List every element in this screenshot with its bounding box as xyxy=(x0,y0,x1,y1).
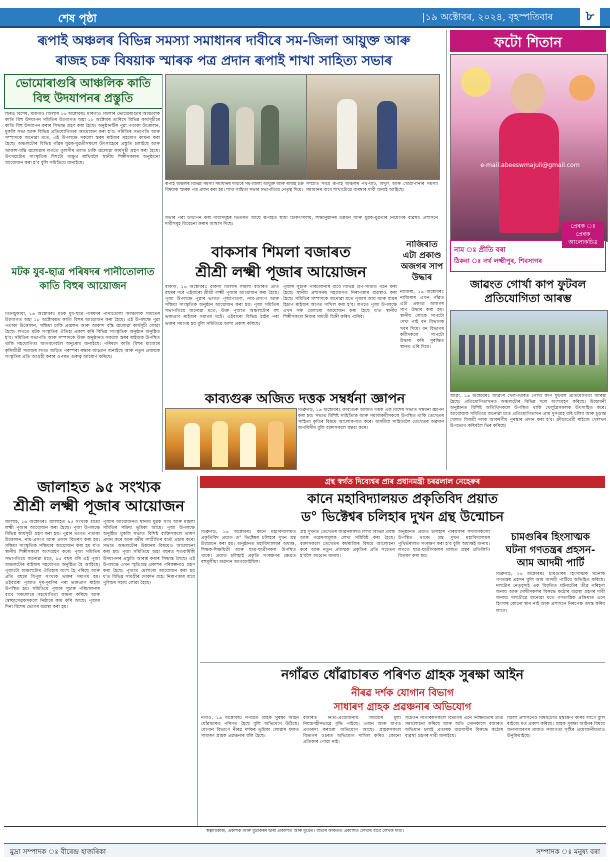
book-body-col3: অনুষ্ঠানত প্ৰয়াত চলিহাৰ পৰিয়ালৰ সদস্যসকলো উপস্থিত থাকে। গ্ৰন্থ দুখন মহাবিদ্যালয়ৰ পুথিভঁৰালত সংৰক্ষণ কৰা হ'ব বুলি অধ্যক্ষই জনায়। লগতে ছাত্ৰ-ছাত্ৰীসকলৰ মাজত গ্ৰন্থৰ প্ৰতিলিপি বিতৰণ কৰা হয়। xyxy=(398,530,490,560)
baksa-body-col2: পূজাৰ সুচাৰু পৰিচালনাৰ বাবে বিভিন্ন উপ-সমিতি গঠন কৰা হৈছে। স্থানীয় প্ৰশাসনৰ সহযোগত নিৰাপত্তাৰ ব্যৱস্থাও কৰা হৈছে। সমিতিৰ সম্পাদকে জনোৱা মতে পূজাৰ আয় আৰু ব্যয়ৰ হিচাপ ৰাইজৰ আগত দাখিল কৰা হ'ব। লগতে পূজা উপলক্ষে এখন সৰু মেলাৰো আয়োজন কৰা হৈছে য'ত স্থানীয় শিল্পীসকলে নিজৰ সামগ্ৰী বিক্ৰী কৰিব পাৰিব। xyxy=(283,285,397,321)
baksa-body-col1: বাকসা, ১৬ অক্টোবৰঃ বাকসা জিলাৰ শিমলা বজাৰত প্ৰতি বছৰৰ দৰে এইবাৰো শ্ৰীশ্ৰী লক্ষ্মী পূজাৰ আয়োজন কৰা হৈছে। পূজা উপলক্ষে পুৱাৰ ভাগত পূজাপাতল, নাম-প্ৰসংগ আৰু সন্ধিয়া সাংস্কৃতিক অনুষ্ঠান আয়োজন কৰা হয়। পূজা সমিতিৰ সভাপতিয়ে জনোৱা মতে, উক্ত পূজাত অঞ্চলটোৰ বহু ভক্তপ্ৰাণ ৰাইজৰ সমাগম ঘটে। এইবাৰো বিভিন্ন ঠাইৰ পৰা ভক্তৰ সমাগম হয় বুলি সমিতিয়ে আশা প্ৰকাশ কৰিছে। xyxy=(165,285,279,327)
photo-note-label: প্ৰেৰক ঃ প্ৰেৰক আলোকচিত্ৰ xyxy=(562,222,604,248)
consumer-subhead-line1: নীৰৱ দৰ্শক যোগান বিভাগ xyxy=(351,688,454,699)
chamuguri-headline-1: চামগুৰিৰ হিংসাত্মক xyxy=(511,532,590,543)
kabyagurup-body: ডিব্ৰুগড়, ১৬ অক্টোবৰঃ কাব্যগুৰু অজিত দত্তক এক বিশেষ সভাত সম্বৰ্ধনা জ্ঞাপন কৰা হয়। সভাত বিশিষ্ট সাহিত্যিক আৰু সমাজকৰ্মীসকলে উপস্থিত থাকি তেখেতৰ সাহিত্য কৃতিৰ বিষয়ে আলোকপাত কৰে। অসমীয়া সাহিত্যলৈ তেখেতৰ অৱদান অপৰিসীম বুলি বক্তাসকলে মন্তব্য কৰে। xyxy=(298,408,444,432)
footer-right: সম্পাদক ঃ মনুষ্য বৰা xyxy=(536,848,600,856)
snake-body: নাজিৰা, ১৬ অক্টোবৰঃ নাজিৰাৰ এখন গাঁৱত এটা প্ৰকাণ্ড অজগৰ সাপ উদ্ধাৰ কৰা হয়। স্থানীয় লোকে সাপটো দেখা পাই বন বিভাগক খবৰ দিয়ে। বন বিভাগৰ কৰ্মীসকলে সাপটো উদ্ধাৰ কৰি সুৰক্ষিত স্থানত এৰি দিয়ে। xyxy=(400,290,444,350)
chamuguri-block xyxy=(496,530,605,660)
consumer-body-col1: নগাঁও, ১৬ অক্টোবৰঃ নগাঁৱত গ্ৰাহক সুৰক্ষা আইন ধোঁৱাচাৰত পৰিণত হৈছে বুলি অভিযোগ উঠিছে। যোগান বিভাগে নীৰৱ দৰ্শকৰ ভূমিকা লোৱাৰ ফলত সাধাৰণ গ্ৰাহক প্ৰৱঞ্চনাৰ বলি হৈছে। xyxy=(201,716,299,740)
photo-name-label: নাম ঃ প্ৰীতি বৰা xyxy=(454,245,506,254)
divider-right xyxy=(446,30,447,470)
photo-credit-email: e-mail:abeeswmajuli@gmail.com xyxy=(480,162,580,169)
book-body-col2: গ্ৰন্থ দুখনত তেখেতৰ জীৱনকালত লিখা বিভিন্ন প্ৰবন্ধ আৰু গৱেষণামূলক লেখা সন্নিবিষ্ট কৰা হৈছে। বক্তাসকলে তেখেতৰ কৰ্মৰাজিৰ বিষয়ে আলোচনা কৰে আৰু নতুন প্ৰজন্মক প্ৰকৃতিৰ প্ৰতি সচেতন হ'বলৈ আহ্বান জনায়। xyxy=(300,530,395,560)
moduk-body: তিনিচুকীয়া, ১৬ অক্টোবৰঃ মটক যুব-ছাত্ৰ পৰিষদৰ পানীতোলা আঞ্চলিক সমিতিৰ উদ্যোগত অহা ১৮ অক্টোবৰত কাতি বিহুৰ আয়োজন কৰা হৈছে। এই উপলক্ষে পুৱা পতাকা উত্তোলন, সন্ধিয়া চাকি প্ৰজ্বলন আৰু আকাশ বন্তি জ্বলোৱা কাৰ্যসূচী লোৱা হৈছে। লগতে মটক সংস্কৃতিৰ ঐতিহ্য প্ৰকাশ কৰি বিভিন্ন সাংস্কৃতিক অনুষ্ঠান অনুষ্ঠিত হ'ব। সমিতিৰ সভাপতি আৰু সম্পাদকে উক্ত অনুষ্ঠানত সকলো স্তৰৰ ৰাইজক উপস্থিত থাকি সহযোগিতা আগবঢ়াবলৈ অনুৰোধ জনাইছে। পৰিষদে কাতি বিহুৰ মাজেৰে কৃষিজীৱী সমাজৰ লগত জড়িত পৰম্পৰা ৰক্ষাৰ আহ্বান জনাইছে আৰু নতুন প্ৰজন্মক সংস্কৃতিৰ প্ৰতি আগ্ৰহী কৰাৰ ওপৰত গুৰুত্ব আৰোপ কৰিছে। xyxy=(5,312,160,360)
jalah-body-col2: পূজাৰ আয়োজনত স্থানীয় যুৱক সংঘ আৰু মহিলা সমিতিৰ সক্ৰিয় ভূমিকা আছে। পূজা উপলক্ষে অনুষ্ঠিত মুকলি সভাত বিশিষ্ট ব্যক্তিসকলে ভাষণ প্ৰদান কৰে আৰু ধৰ্মীয় সম্প্ৰীতিৰ বাৰ্তা প্ৰচাৰ কৰে। সভাত অঞ্চলটোৰ উন্নয়নৰ বিষয়েও আলোচনা কৰা হয়। পূজা সমিতিয়ে অহা বছৰত শতবাৰ্ষিকী উদযাপনৰ প্ৰস্তুতি আৰম্ভ কৰাৰ সিদ্ধান্ত লৈছে। এই উপলক্ষে এখন স্মৃতিগ্ৰন্থ প্ৰকাশৰ পৰিকল্পনাও গ্ৰহণ কৰা হৈছে। পূজাত মেলাৰো আয়োজন কৰা হয় য'ত বিভিন্ন সামগ্ৰীৰ দোকান বহে। নিৰাপত্তাৰ বাবে পুলিচৰ সহায় লোৱা হৈছে। xyxy=(103,520,195,586)
lead-story-body-mid: সম্প্ৰতি সমগ্ৰ ৰূপাই অঞ্চলৰ পথ-ঘাট, বিদ্যুৎ আৰু খোৱাপানীৰ সমস্যা সমাধানৰ বাবে শাখাটোৱে বাৰম্বাৰ দাবী জনাই আহিছে। xyxy=(306,182,438,194)
divider-bottom-left xyxy=(197,476,198,826)
date-line: |১৯ অক্টোবৰ, ২০২৪, বৃহস্পতিবাৰ xyxy=(422,12,553,23)
consumer-body-col4: জিলা প্ৰশাসনেও বিষয়টোত হস্তক্ষেপ কৰিব লাগে বুলি ৰাইজে মত প্ৰকাশ কৰিছে। গ্ৰাহক সুৰক্ষা আইনৰ বিষয়ে জনসাধাৰণৰ মাজত সজাগতা সৃষ্টিৰ প্ৰয়োজনীয়তাও উনুকিয়াইছে। xyxy=(507,716,605,740)
divider-consumer xyxy=(200,662,605,663)
football-photo xyxy=(450,310,608,392)
kabyagurup-headline: কাব্যগুৰু অজিত দত্তক সম্বৰ্ধনা জ্ঞাপন xyxy=(204,391,406,407)
consumer-headline: নগাঁৱত ধোঁৱাচাৰত পৰিণত গ্ৰাহক সুৰক্ষা আইন xyxy=(281,668,524,683)
kabyagurup-photo xyxy=(165,408,297,470)
lead-headline-line2: ৰাজহ চক্ৰ বিষয়াক স্মাৰক পত্ৰ প্ৰদান ৰূপাই শাখা সাহিত্য সভাৰ xyxy=(55,53,393,69)
photo-address-label: ঠিকনা ঃ নৰ্থ লক্ষ্মীপুৰ, শিবসাগৰ xyxy=(454,257,542,265)
footer-left: মুদ্ৰা সম্পাদক ঃ বীৰেন্দ্ৰ হাজৰিকা xyxy=(10,848,106,856)
photo-box-title: ফটো শিতান xyxy=(494,35,562,51)
memorandum-photo xyxy=(306,74,440,180)
book-headline-line2: ড° ভিক্টেশ্বৰ চলিহাৰ দুখন গ্ৰন্থ উন্মোচন xyxy=(301,510,504,525)
consumer-body-col3: সচেতন নাগৰিকসকলে বিভাগৰ এনে নিষ্ক্ৰিয়তাৰ তীব্ৰ সমালোচনা কৰিছে আৰু অতি সোনকালে বজাৰত অভিযান চলাই প্ৰতাৰক ব্যৱসায়ীৰ বিৰুদ্ধে কঠোৰ ব্যৱস্থা গ্ৰহণৰ দাবী জনাইছে। xyxy=(405,716,503,740)
jalah-headline-line1: জালাহত ৯৫ সংখ্যক xyxy=(37,478,161,496)
divider-left xyxy=(162,74,163,472)
consumer-body-col2: বজাৰত নিত্য-প্ৰয়োজনীয় সামগ্ৰীৰ মূল্য নিয়ন্ত্ৰণহীনভাৱে বৃদ্ধি পাইছে। ওজন আৰু মাপত প্ৰতাৰণা কৰাৰো অভিযোগ আছে। গ্ৰাহকসকলে বিভাগৰ ওচৰত অভিযোগ দাখিল কৰিও কোনো প্ৰতিকাৰ পোৱা নাই। xyxy=(303,716,401,746)
snake-headline: নাজিৰাত এটা প্ৰকাণ্ড অজগৰ সাপ উদ্ধাৰ xyxy=(400,240,444,283)
chamuguri-headline-2: ঘটনা গণতন্ত্ৰৰ প্ৰহসন- xyxy=(505,545,596,556)
chamuguri-body: ডিব্ৰুগড়, ১৬ অক্টোবৰঃ চামগুৰিৰ হিংসাত্মক ঘটনাক গণতন্ত্ৰৰ প্ৰহসন বুলি আম আদমী পাৰ্টিয়ে অভিহিত কৰিছে। দলটোৰ নেতৃবৃন্দই এক বিবৃতিত ঘটনাটোৰ তীব্ৰ গৰিহণা জনায় আৰু দোষীসকলৰ বিৰুদ্ধে কঠোৰ ব্যৱস্থা গ্ৰহণৰ দাবী জনায়। দলটোৱে জনোৱা মতে গণতান্ত্ৰিক প্ৰক্ৰিয়াত এনে হিংসাৰ কোনো স্থান নাই আৰু প্ৰশাসনে নিৰপেক্ষ তদন্ত কৰিব লাগে। xyxy=(496,572,605,614)
page-number: ৮ xyxy=(580,8,600,26)
lead-headline-line1: ৰূপাই অঞ্চলৰ বিভিন্ন সমস্যা সমাধানৰ দাবীৰে সম-জিলা আয়ুক্ত আৰু xyxy=(37,33,411,49)
footer-imprint: স্বত্বাধিকাৰী, প্ৰকাশক আৰু মুদ্ৰাকৰৰ দ্বাৰা প্ৰকাশিত আৰু মুদ্ৰিত। বাতৰি কাকতত প্ৰকাশিত লেখাৰ বাবে লেখক দায়ী। xyxy=(206,829,404,834)
baksa-headline-line1: বাকসাৰ শিমলা বজাৰত xyxy=(211,243,351,261)
baksa-headline-line2: শ্ৰীশ্ৰী লক্ষ্মী পূজাৰ আয়োজন xyxy=(195,263,367,281)
jalah-headline-line2: শ্ৰীশ্ৰী লক্ষ্মী পূজাৰ আয়োজন xyxy=(13,497,185,515)
consumer-subhead-line2: সাধাৰণ গ্ৰাহক প্ৰৱঞ্চনাৰ অভিযোগ xyxy=(333,702,472,713)
section-label: শেষ পৃষ্ঠা xyxy=(58,12,97,25)
lead-story-photo xyxy=(165,74,307,180)
jalah-body-col1: জালাহ, ১৬ অক্টোবৰঃ জালাহত ৯৫ সংখ্যক শ্ৰীশ্ৰী লক্ষ্মী পূজাৰ আয়োজন কৰা হৈছে। পূজা উপলক্ষে বিভিন্ন কাৰ্যসূচী গ্ৰহণ কৰা হয়। পুৱাৰ ভাগত পতাকা উত্তোলন, নাম-প্ৰসংগ আৰু প্ৰসাদ বিতৰণ কৰা হয়। সন্ধিয়া সাংস্কৃতিক সন্ধিয়াৰ আয়োজন কৰা হয় য'ত স্থানীয় শিল্পীসকলে অংশগ্ৰহণ কৰে। পূজা সমিতিৰ সভাপতিয়ে জনোৱা মতে, ৯৫ বছৰ ধৰি এই পূজা অঞ্চলটোৰ ৰাইজৰ সহযোগত অনুষ্ঠিত হৈ আহিছে। পূজাটো অঞ্চলটোৰ ঐতিহ্যৰ অংশ হৈ পৰিছে আৰু প্ৰতি বছৰে বিপুল সংখ্যক ভক্তৰ সমাগম হয়। এইবাৰো পূজাত দূৰ-দূৰণিৰ পৰা ভক্তপ্ৰাণ ৰাইজ উপস্থিত হয়। সমিতিয়ে পূজাৰ সুচাৰু পৰিচালনাৰ বাবে সকলোৰে সহযোগিতা কামনা কৰিছে আৰু স্বেচ্ছাসেৱকসকলে নিষ্ঠাৰে কাম কৰি আছে। পূজাৰ দিনা বিশেষ ভোগৰ ব্যৱস্থা কৰা হয়। xyxy=(5,520,100,611)
jaypong-body: জাৱং, ১৬ অক্টোবৰঃ জাৱংৰ খেলপথাৰত গোৰ্খা কাপ ফুটবল প্ৰতিযোগিতা আৰম্ভ হৈছে। প্ৰতিযোগিতাখনত অঞ্চলটোৰ বিভিন্ন দলে অংশগ্ৰহণ কৰিছে। উদ্বোধনী অনুষ্ঠানত বিশিষ্ট অতিথিসকলে উপস্থিত থাকি খেলুৱৈসকলক উৎসাহিত কৰে। আয়োজক সমিতিয়ে জনোৱা মতে প্ৰতিযোগিতাখন প্ৰায় দুসপ্তাহ ধৰি চলিব আৰু চূড়ান্ত খেলত বিজয়ী দলক আকৰ্ষণীয় পুৰস্কাৰ প্ৰদান কৰা হ'ব। ক্ৰীড়াপ্ৰেমী ৰাইজে খেলখন উপভোগ কৰিবলৈ ভিৰ কৰিছে। xyxy=(450,394,606,430)
featured-portrait-photo xyxy=(450,54,608,242)
header-bar xyxy=(0,8,610,28)
jaypong-headline: জাৱংত গোৰ্খা কাপ ফুটবল প্ৰতিযোগিতা আৰম্ভ xyxy=(470,278,586,305)
book-banner: গ্ৰন্থ স্বৰ্গত দিব্যেশ্বৰ প্ৰাৰ প্ৰধানমন্ত্ৰী চৰৱলাল নেহেৰুৰ xyxy=(324,477,481,486)
lead-story-caption: ৰূপাই অঞ্চলৰ বিভিন্ন সমস্যা সমাধানৰ দাবীৰে সম-জিলা আয়ুক্ত আৰু ৰাজহ চক্ৰ বিষয়াক স্মাৰক পত্ৰ প্ৰদান কৰা হয়। শাখা সাহিত্য সভাৰ সভাপতিয়ে নেতৃত্ব দিয়ে। xyxy=(165,182,304,193)
moduk-headline: মটক যুব-ছাত্ৰ পৰিষদৰ পানীতোলাত কাতি বিহুৰ আয়োজন xyxy=(11,267,155,292)
chamuguri-headline-3: আম আদমী পাৰ্টি xyxy=(516,558,585,569)
book-body-col1: ডিব্ৰুগড়, ১৬ অক্টোবৰঃ কানে মহাবিদ্যালয়ত প্ৰকৃতিবিদ প্ৰয়াত ড° ভিক্টেশ্বৰ চলিহাৰ দুখন গ্ৰন্থ উন্মোচন কৰা হয়। অনুষ্ঠানত মহাবিদ্যালয়ৰ অধ্যক্ষ, শিক্ষক-শিক্ষয়িত্ৰী আৰু ছাত্ৰ-ছাত্ৰীসকল উপস্থিত থাকে। প্ৰয়াত চলিহাই প্ৰকৃতি সংৰক্ষণৰ ক্ষেত্ৰত বহুমূলীয়া অৱদান আগবঢ়াইছিল। xyxy=(201,530,296,566)
lead-story-body-right: সভাৰ পৰা উত্থাপন কৰা দাবীসমূহৰ ভিতৰত আছে ৰূপাইত স্থায়ী চিকিৎসালয়, শিক্ষানুষ্ঠানৰ উন্নয়ন আৰু যুৱক-যুৱতীৰ নিয়োগৰ ব্যৱস্থা। প্ৰশাসনে দাবীসমূহ বিবেচনা কৰাৰ আশ্বাস দিছে। xyxy=(165,216,438,228)
bhomoraguri-headline: ভোমোৰাগুৰি আঞ্চলিক কাতি বিহু উদযাপনৰ প্ৰস্তুতি xyxy=(15,76,151,105)
footer-rule xyxy=(4,826,606,827)
footer-bar xyxy=(4,843,606,857)
bhomoraguri-body: ছিৰঙ বিশেষ, মৰিগাঁও জিলাৰ ১৬ অক্টোবৰঃ মৰিগাঁও জিলাৰ ভোমোৰাগুৰি আঞ্চলিক কাতি বিহু উদযাপন সমিতিৰ উদ্যোগত অহা ১৮ অক্টোবৰ তাৰিখে বিভিন্ন কাৰ্যসূচীৰে কাতি বিহু উদযাপন কৰাৰ সিদ্ধান্ত গ্ৰহণ কৰা হৈছে। অনুষ্ঠানটিৰ পুৱা পতাকা উত্তোলন, মুকলি সভা আৰু বিভিন্ন প্ৰতিযোগিতাৰ আয়োজন কৰা হ'ব। সমিতিৰ সভাপতি আৰু সম্পাদকে জনোৱা মতে, এই উপলক্ষে সকলো স্তৰৰ ৰাইজৰ সহযোগ কামনা কৰা হৈছে। অঞ্চলটোৰ বিভিন্ন গাঁৱৰ যুৱক-যুৱতীসকলে উৎসাহেৰে প্ৰস্তুতি চলাইছে আৰু আকাশ-বন্তি জ্বলোৱাৰ লগতে তুলসীৰ তলত চাকি জ্বলোৱা কাৰ্যসূচী গ্ৰহণ কৰা হৈছে। উৎসৱটোৰ সাংস্কৃতিক দিশটো অক্ষুণ্ণ ৰাখিবলৈ স্থানীয় শিল্পীসকলৰ অনুষ্ঠানো আয়োজন কৰা হ'ব বুলি সমিতিয়ে জনাইছে। xyxy=(5,112,160,166)
book-headline-line1: কানে মহাবিদ্যালয়ত প্ৰকৃতিবিদ প্ৰয়াত xyxy=(307,492,498,507)
